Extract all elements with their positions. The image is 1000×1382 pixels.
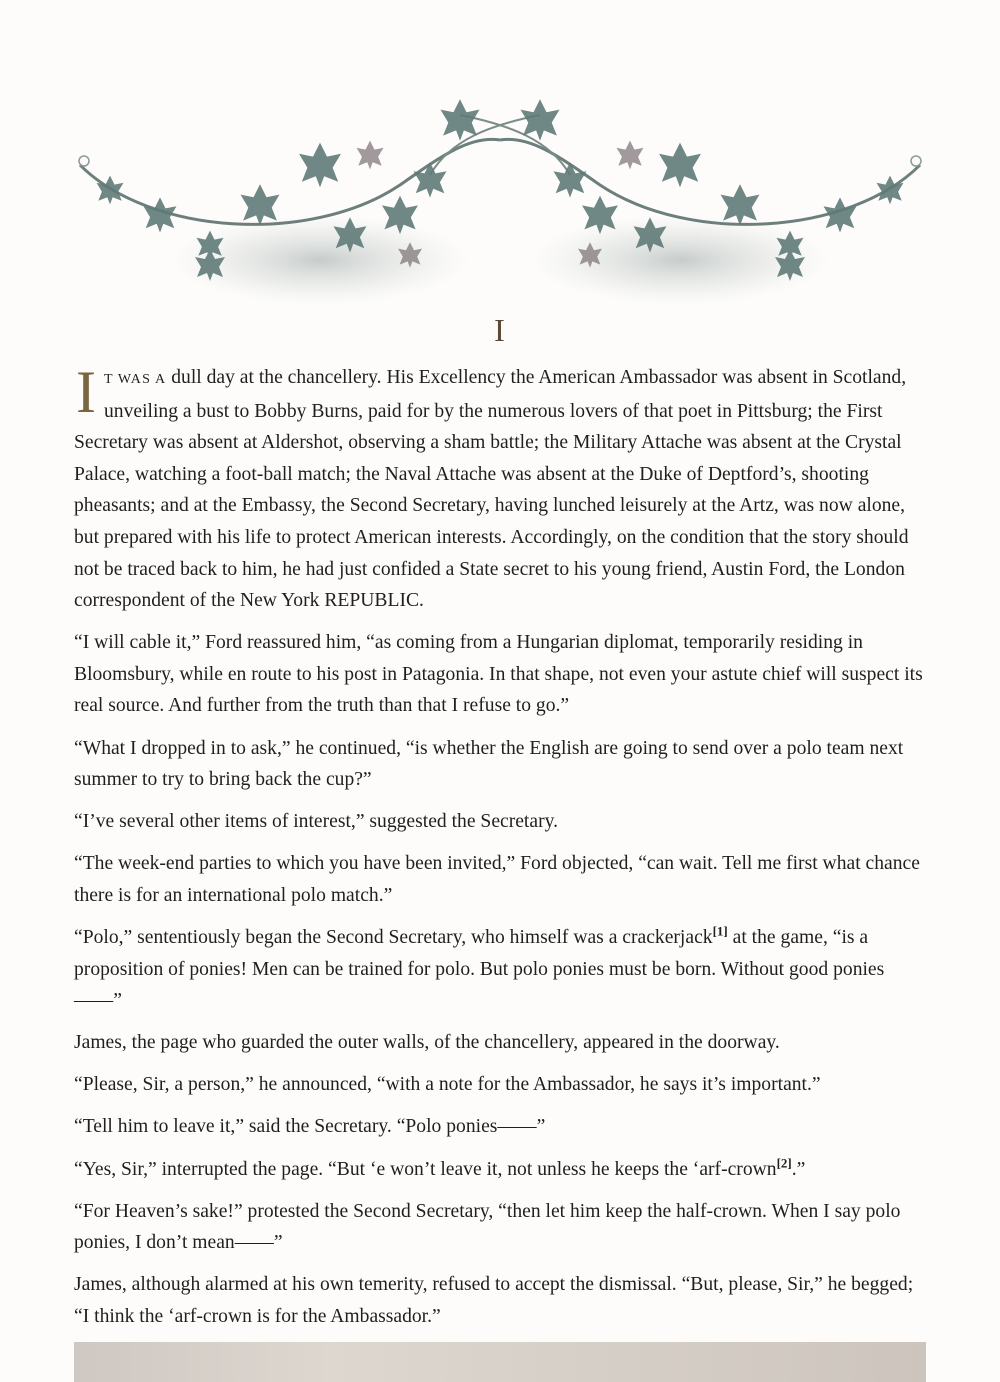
ivy-ornament-illustration	[70, 95, 930, 315]
footnote-link[interactable]: [2]	[776, 1155, 792, 1171]
paragraph-text: dull day at the chancellery. His Excellency the American Ambassador was absent in Scotland, unveiling a bust to Bobby Burns, paid for by the numerous lovers of that poet in Pittsburg; the First Secretary was absent at Aldershot, observing a sham battle; the Military Attache was absent at the Crystal Palace, watching a foot-ball match; the Naval Attache was absent at the Duke of Deptford’s, shooting pheasants; and at the Embassy, the Second Secretary, having lunched leisurely at the Artz, was now alone, but prepared with his life to protect American interests. Accordingly, on the condition that the story should not be traced back to him, he had just confided a State secret to his young friend, Austin Ford, the London correspondent of the New York REPUBLIC.	[74, 367, 909, 612]
paragraph	[74, 922, 926, 1017]
paragraph: “I’ve several other items of interest,” suggested the Secretary.	[74, 811, 559, 833]
paragraph: “Tell him to leave it,” said the Secretary. “Polo ponies——”	[74, 1116, 546, 1138]
chapter-text	[74, 359, 926, 1343]
opening-small-caps: T WAS A	[103, 372, 167, 387]
paragraph	[74, 359, 926, 617]
paragraph-text: “Yes, Sir,” interrupted the page. “But ‘e won’t leave it, not unless he keeps the ‘arf-crown	[74, 1158, 777, 1180]
paragraph-text: at the game, “is a proposition of ponies! Men can be trained for polo. But polo ponies must be born. Without good ponies ——”	[74, 927, 885, 1012]
paragraph	[74, 1154, 926, 1186]
paragraph: “The week-end parties to which you have been invited,” Ford objected, “can wait. Tell me first what chance there is for an international polo match.”	[74, 853, 920, 906]
paragraph: “Please, Sir, a person,” he announced, “with a note for the Ambassador, he says it’s important.”	[74, 1074, 821, 1096]
paragraph: James, although alarmed at his own temerity, refused to accept the dismissal. “But, please, Sir,” he begged; “I think the ‘arf-crown is for the Ambassador.”	[74, 1274, 914, 1327]
paragraph: “For Heaven’s sake!” protested the Second Secretary, “then let him keep the half-crown. When I say polo ponies, I don’t mean——”	[74, 1200, 901, 1254]
paragraph: “I will cable it,” Ford reassured him, “as coming from a Hungarian diplomat, temporarily residing in Bloomsbury, while en route to his post in Patagonia. In that shape, not even your astute chief will suspect its real source. And further from the truth than that I refuse to go.”	[74, 632, 923, 717]
illustration-plate	[74, 1342, 926, 1382]
paragraph: James, the page who guarded the outer walls, of the chancellery, appeared in the doorway.	[74, 1032, 780, 1054]
drop-cap: I	[76, 359, 96, 425]
chapter-numeral: I	[494, 312, 506, 348]
paragraph-text: “Polo,” sententiously began the Second Secretary, who himself was a crackerjack	[74, 927, 713, 948]
paragraph: “What I dropped in to ask,” he continued, “is whether the English are going to send over a polo team next summer to try to bring back the cup?”	[74, 737, 904, 791]
footnote-link[interactable]: [1]	[712, 923, 728, 939]
paragraph-text: .”	[791, 1158, 806, 1180]
